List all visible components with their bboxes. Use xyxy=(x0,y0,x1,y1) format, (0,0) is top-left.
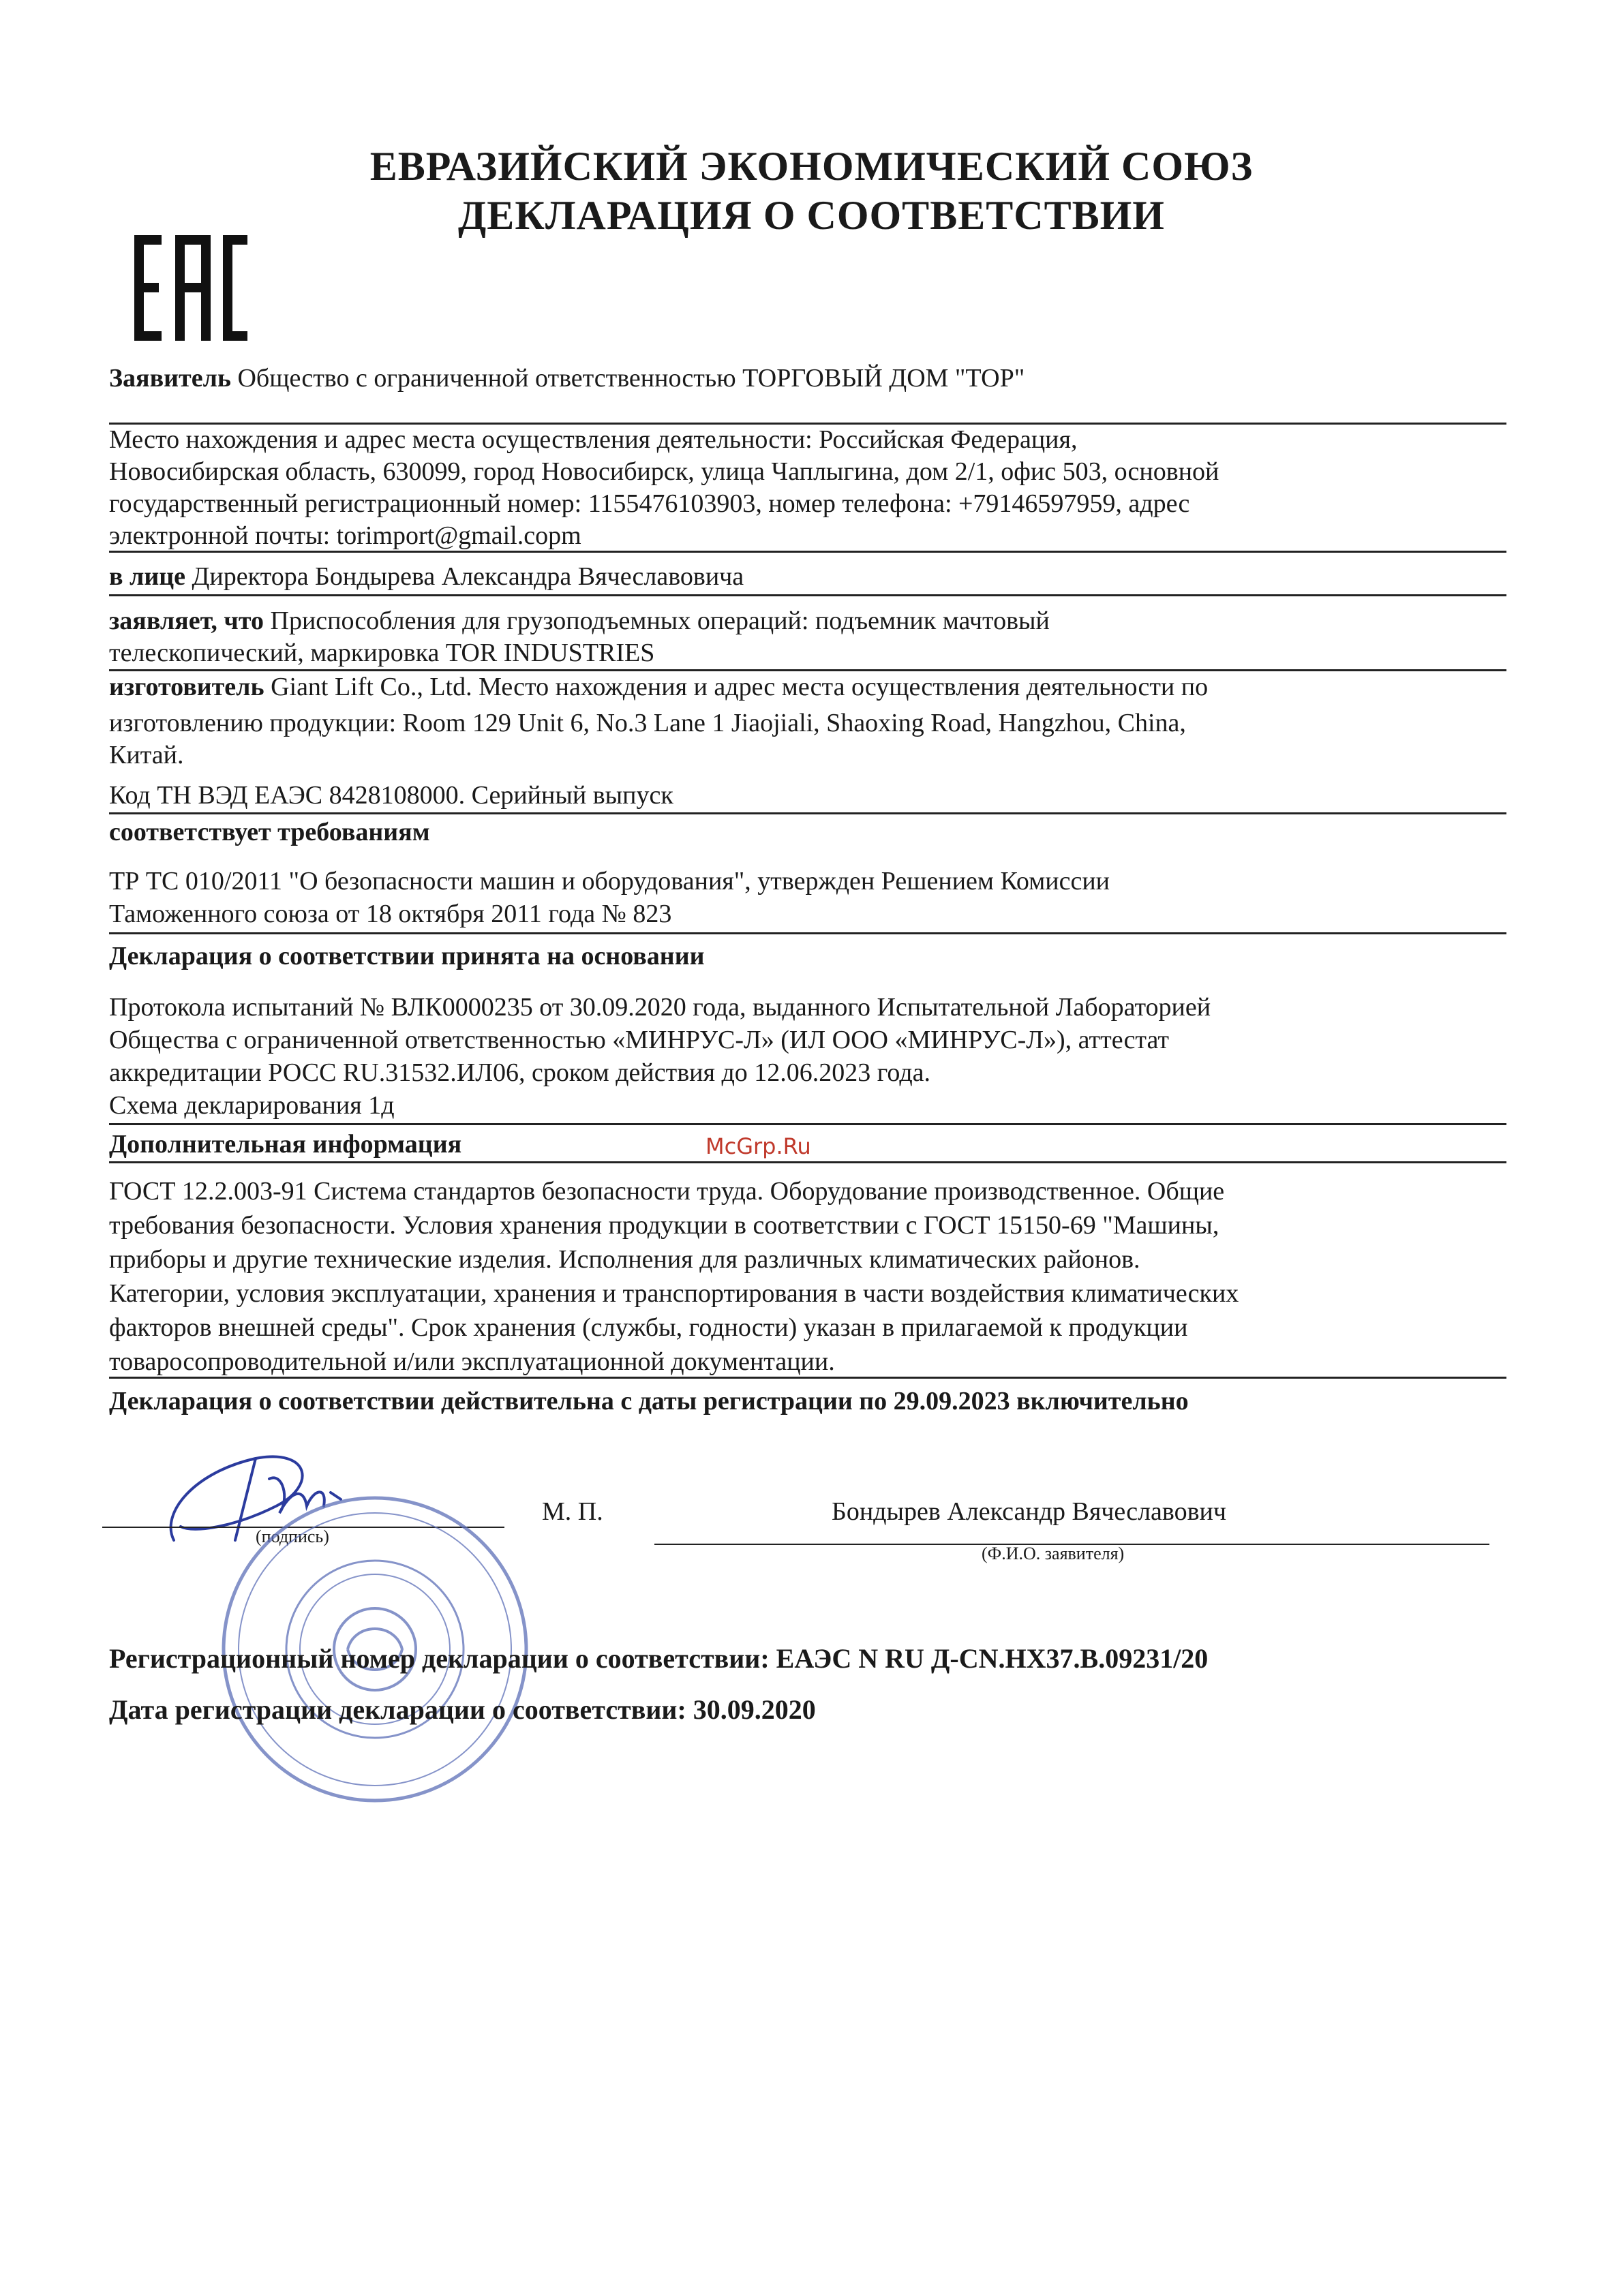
eac-logo xyxy=(133,235,249,341)
divider xyxy=(109,551,1506,553)
representative-label: в лице xyxy=(109,562,185,591)
basis-line4: Схема декларирования 1д xyxy=(109,1091,395,1120)
additional-line2: требования безопасности. Условия хранения продукции в соответствии с ГОСТ 15150-69 "Машины, xyxy=(109,1211,1219,1240)
additional-line1: ГОСТ 12.2.003-91 Система стандартов безопасности труда. Оборудование производственное. Общие xyxy=(109,1177,1225,1206)
additional-line6: товаросопроводительной и/или эксплуатационной документации. xyxy=(109,1347,835,1376)
validity-statement: Декларация о соответствии действительна с даты регистрации по 29.09.2023 включительно xyxy=(109,1387,1189,1415)
manufacturer-row xyxy=(109,671,1500,703)
applicant-address-1: Место нахождения и адрес места осуществления деятельности: Российская Федерация, xyxy=(109,425,1078,454)
divider xyxy=(109,812,1506,814)
applicant-address-4: электронной почты: torimport@gmail.copm xyxy=(109,521,581,550)
registration-date-value: 30.09.2020 xyxy=(686,1694,816,1725)
eac-logo-text: EAC xyxy=(133,235,134,236)
stamp-label: М. П. xyxy=(542,1497,603,1526)
doc-title-line1: ЕВРАЗИЙСКИЙ ЭКОНОМИЧЕСКИЙ СОЮЗ xyxy=(369,144,1254,189)
registration-date-label: Дата регистрации декларации о соответствии: xyxy=(109,1694,686,1725)
registration-date xyxy=(109,1694,1500,1726)
declares-label: заявляет, что xyxy=(109,607,264,635)
applicant-label: Заявитель xyxy=(109,364,231,393)
declares-value: Приспособления для грузоподъемных операций: подъемник мачтовый xyxy=(264,607,1050,635)
requirements-line1: ТР ТС 010/2011 "О безопасности машин и оборудования", утвержден Решением Комиссии xyxy=(109,867,1110,896)
registration-number-value: ЕАЭС N RU Д-CN.НХ37.В.09231/20 xyxy=(769,1643,1209,1674)
declares-row xyxy=(109,605,1500,637)
divider xyxy=(109,1377,1506,1379)
watermark: McGrp.Ru xyxy=(706,1133,811,1159)
additional-line5: факторов внешней среды". Срок хранения (службы, годности) указан в прилагаемой к продукции xyxy=(109,1313,1188,1342)
applicant-row xyxy=(109,363,1500,395)
manufacturer-value: Giant Lift Co., Ltd. Место нахождения и адрес места осуществления деятельности по xyxy=(264,673,1209,701)
divider xyxy=(109,1161,1506,1163)
registration-number xyxy=(109,1642,1500,1674)
declares-line2: телескопический, маркировка TOR INDUSTRIES xyxy=(109,639,655,667)
registration-number-label: Регистрационный номер декларации о соответствии: xyxy=(109,1643,770,1674)
applicant-address-3: государственный регистрационный номер: 1155476103903, номер телефона: +79146597959, адрес xyxy=(109,489,1190,518)
basis-line2: Общества с ограниченной ответственностью «МИНРУС-Л» (ИЛ ООО «МИНРУС-Л»), аттестат xyxy=(109,1026,1169,1054)
additional-line4: Категории, условия эксплуатации, хранения и транспортирования в части воздействия климатических xyxy=(109,1279,1239,1308)
divider xyxy=(109,594,1506,596)
signer-name: Бондырев Александр Вячеславович xyxy=(832,1497,1226,1526)
divider xyxy=(109,1123,1506,1125)
basis-label: Декларация о соответствии принята на основании xyxy=(109,942,705,970)
doc-title-line2: ДЕКЛАРАЦИЯ О СООТВЕТСТВИИ xyxy=(458,193,1165,238)
representative-row xyxy=(109,561,1500,593)
requirements-line2: Таможенного союза от 18 октября 2011 года № 823 xyxy=(109,900,672,928)
additional-line3: приборы и другие технические изделия. Исполнения для различных климатических районов. xyxy=(109,1245,1140,1274)
divider xyxy=(109,932,1506,934)
representative-value: Директора Бондырева Александра Вячеславовича xyxy=(185,562,744,591)
requirements-label: соответствует требованиям xyxy=(109,818,430,846)
applicant-value: Общество с ограниченной ответственностью ТОРГОВЫЙ ДОМ "ТОР" xyxy=(230,364,1025,393)
manufacturer-line3: Китай. xyxy=(109,741,184,769)
signer-name-caption: (Ф.И.О. заявителя) xyxy=(982,1544,1125,1563)
code-line: Код ТН ВЭД ЕАЭС 8428108000. Серийный выпуск xyxy=(109,781,673,810)
basis-line1: Протокола испытаний № ВЛК0000235 от 30.09.2020 года, выданного Испытательной Лабораторией xyxy=(109,993,1211,1022)
signature-caption: (подпись) xyxy=(256,1527,329,1546)
manufacturer-label: изготовитель xyxy=(109,673,264,701)
additional-label: Дополнительная информация xyxy=(109,1130,462,1159)
applicant-address-2: Новосибирская область, 630099, город Новосибирск, улица Чаплыгина, дом 2/1, офис 503, основной xyxy=(109,457,1219,486)
manufacturer-line2: изготовлению продукции: Room 129 Unit 6, No.3 Lane 1 Jiaojiali, Shaoxing Road, Hangzhou, China, xyxy=(109,709,1186,737)
basis-line3: аккредитации РОСС RU.31532.ИЛ06, сроком действия до 12.06.2023 года. xyxy=(109,1058,931,1087)
